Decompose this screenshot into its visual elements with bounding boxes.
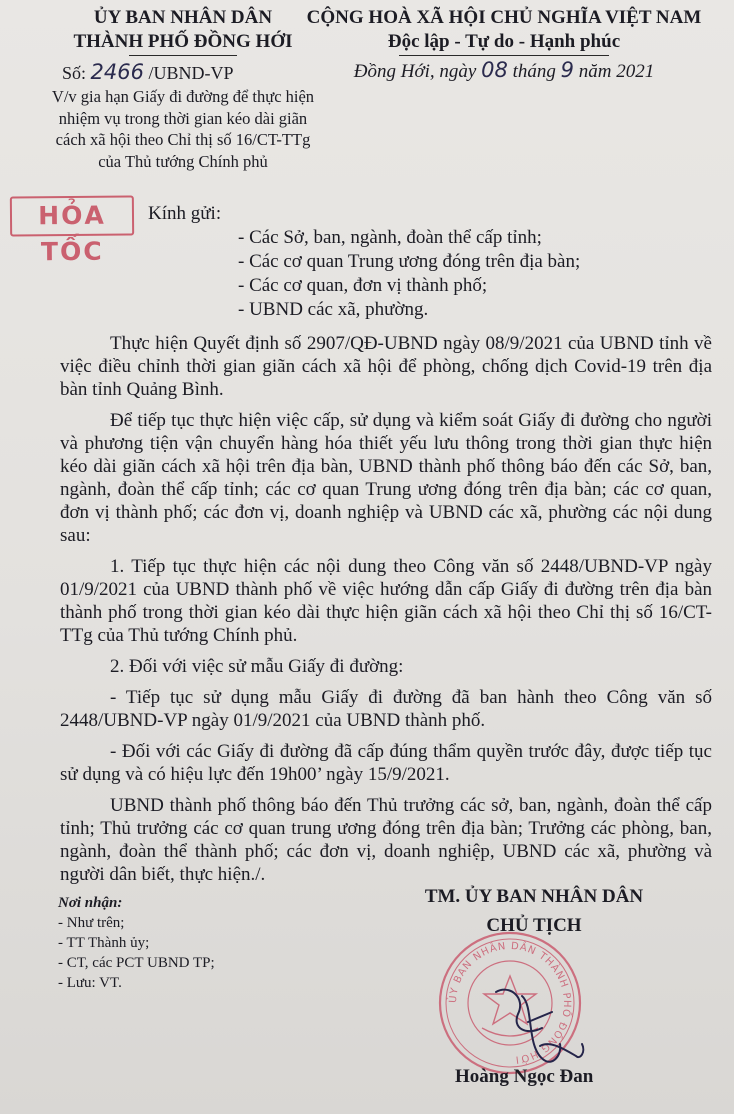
national-title: CỘNG HOÀ XÃ HỘI CHỦ NGHĨA VIỆT NAM [306, 7, 702, 28]
signer-name: Hoàng Ngọc Đan [455, 1066, 594, 1087]
seal-text: ỦY BAN NHÂN DÂN THÀNH PHỐ ĐỒNG HỚI [447, 940, 573, 1065]
date-day-handwritten: 08 [481, 58, 508, 82]
recipient-item: - UBND các xã, phường. [238, 299, 429, 320]
doc-no-prefix: Số: [62, 63, 87, 83]
national-header [292, 6, 716, 56]
receivers-block [58, 893, 215, 993]
document-number [62, 60, 233, 84]
recipient-list [238, 226, 580, 322]
urgent-stamp: HỎA TỐC [10, 195, 134, 236]
body-paragraph: 2. Đối với việc sử mẫu Giấy đi đường: [110, 656, 404, 677]
body-paragraph: - Tiếp tục sử dụng mẫu Giấy đi đường đã ban hành theo Công văn số 2448/UBND-VP ngày 01/9/2021 của UBND thành phố. [60, 687, 712, 731]
motto-underline [399, 55, 609, 56]
body-paragraph: - Đối với các Giấy đi đường đã cấp đúng thẩm quyền trước đây, được tiếp tục sử dụng và có hiệu lực đến 19h00’ ngày 15/9/2021. [60, 741, 712, 785]
signature-line1: TM. ỦY BAN NHÂN DÂN [424, 886, 644, 907]
agency-name-line1: ỦY BAN NHÂN DÂN [93, 7, 273, 28]
date-prefix: Đồng Hới, ngày [353, 61, 477, 82]
doc-no-suffix: /UBND-VP [148, 63, 234, 83]
signature-line2: CHỦ TỊCH [486, 915, 582, 936]
salutation: Kính gửi: [148, 203, 222, 224]
recipient-item: - Các cơ quan, đơn vị thành phố; [238, 275, 488, 296]
receiver-item: - CT, các PCT UBND TP; [58, 955, 215, 971]
document-body [60, 332, 712, 894]
recipient-item: - Các cơ quan Trung ương đóng trên địa bàn; [238, 251, 581, 272]
agency-underline [129, 55, 237, 56]
date-suffix: năm 2021 [578, 61, 655, 82]
document-date [292, 58, 716, 83]
body-paragraph: 1. Tiếp tục thực hiện các nội dung theo Công văn số 2448/UBND-VP ngày 01/9/2021 của UBND thành phố về việc hướng dẫn cấp Giấy đi đường trên địa bàn thành phố trong thời gian kéo dài thực hiện giãn cách xã hội theo Chỉ thị số 16/CT-TTg của Thủ tướng Chính phủ. [60, 556, 712, 646]
receiver-item: - TT Thành ủy; [58, 935, 150, 951]
receivers-title: Nơi nhận: [58, 895, 123, 911]
receiver-item: - Lưu: VT. [58, 975, 122, 991]
doc-no-handwritten: 2466 [90, 60, 144, 84]
date-month-label: tháng [512, 61, 556, 82]
date-month-handwritten: 9 [560, 58, 574, 82]
recipient-item: - Các Sở, ban, ngành, đoàn thể cấp tỉnh; [238, 227, 542, 248]
agency-name-line2: THÀNH PHỐ ĐỒNG HỚI [73, 31, 293, 52]
body-paragraph: UBND thành phố thông báo đến Thủ trưởng các sở, ban, ngành, đoàn thể cấp tỉnh; Thủ trưởng các cơ quan trung ương đóng trên địa bàn; Trưởng các phòng, ban, ngành, đoàn thể thành phố; các đơn vị, doanh nghiệp, UBND các xã, phường và người dân biết, thực hiện./. [60, 795, 712, 885]
agency-header [50, 6, 316, 56]
national-motto: Độc lập - Tự do - Hạnh phúc [387, 31, 621, 52]
official-seal [430, 928, 590, 1078]
body-paragraph: Thực hiện Quyết định số 2907/QĐ-UBND ngày 08/9/2021 của UBND tỉnh về việc điều chỉnh thời gian giãn cách xã hội để phòng, chống dịch Covid-19 trên địa bàn tỉnh Quảng Bình. [60, 333, 712, 400]
receiver-item: - Như trên; [58, 915, 125, 931]
document-subject: V/v gia hạn Giấy đi đường để thực hiện nhiệm vụ trong thời gian kéo dài giãn cách xã hội theo Chỉ thị số 16/CT-TTg của Thủ tướng Chính phủ [51, 87, 315, 171]
body-paragraph: Để tiếp tục thực hiện việc cấp, sử dụng và kiểm soát Giấy đi đường cho người và phương tiện vận chuyển hàng hóa thiết yếu lưu thông trong thời gian thực hiện kéo dài giãn cách xã hội trên địa bàn, UBND thành phố thông báo đến các Sở, ban, ngành, đoàn thể cấp tỉnh; các cơ quan Trung ương đóng trên địa bàn; các cơ quan, đơn vị thành phố; các đơn vị, doanh nghiệp và UBND các xã, phường các nội dung sau: [60, 410, 712, 546]
